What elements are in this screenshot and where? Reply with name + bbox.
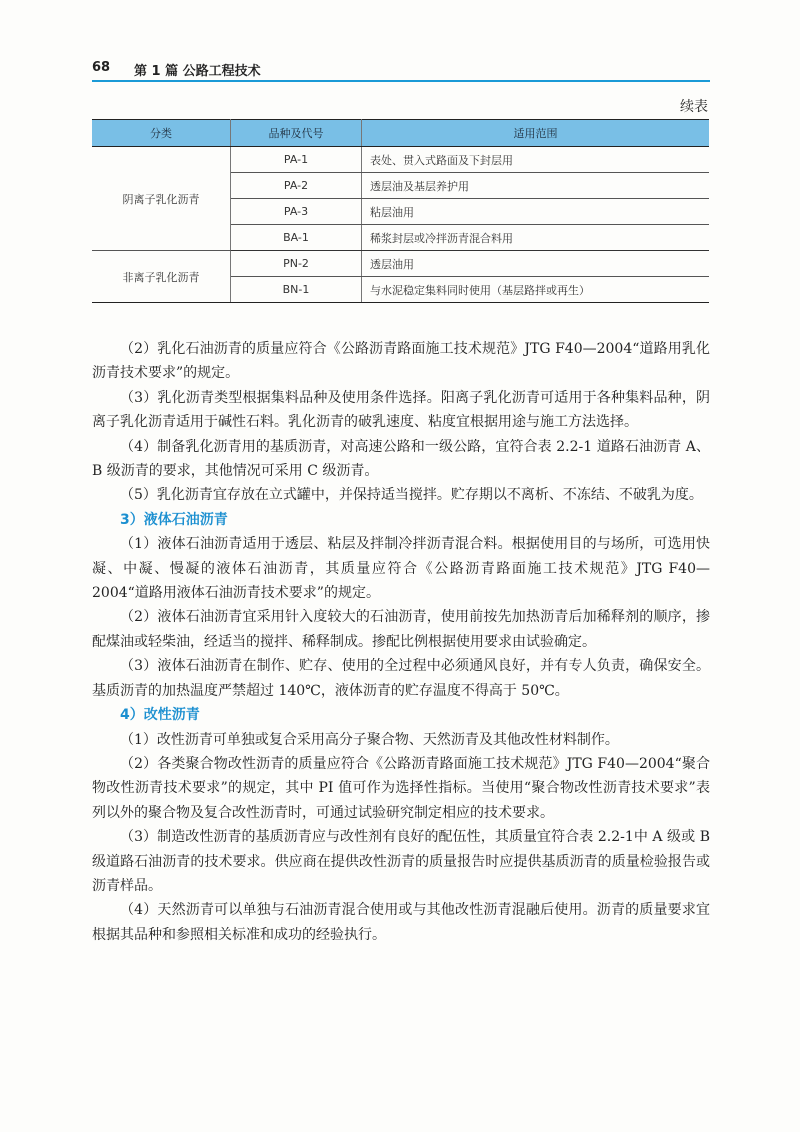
page-header	[92, 58, 710, 80]
section-heading-liquid-asphalt: 3）液体石油沥青	[120, 511, 228, 528]
code-cell: PN-2	[231, 251, 362, 277]
table-row	[92, 251, 709, 277]
page-number: 68	[92, 60, 111, 75]
category-cell: 阴离子乳化沥青	[92, 147, 231, 251]
code-cell: BA-1	[231, 225, 362, 251]
scope-cell: 透层油用	[362, 251, 710, 277]
section-heading-modified-asphalt: 4）改性沥青	[120, 707, 200, 724]
column-header-category: 分类	[92, 120, 231, 147]
paragraph: （4）制备乳化沥青用的基质沥青，对高速公路和一级公路，宜符合表 2.2-1 道路石油沥青 A、B 级沥青的要求，其他情况可采用 C 级沥青。	[92, 438, 710, 480]
table-header-row	[92, 120, 709, 147]
paragraph: （2）各类聚合物改性沥青的质量应符合《公路沥青路面施工技术规范》JTG F40—2004“聚合物改性沥青技术要求”的规定，其中 PI 值可作为选择性指标。当使用“聚合物改性沥青技术要求”表列以外的聚合物及复合改性沥青时，可通过试验研究制定相应的技术要求。	[92, 755, 710, 821]
category-cell: 非离子乳化沥青	[92, 251, 231, 303]
table-continued-label: 续表	[680, 99, 708, 115]
paragraph: （3）液体石油沥青在制作、贮存、使用的全过程中必须通风良好，并有专人负责，确保安全。基质沥青的加热温度严禁超过 140℃，液体沥青的贮存温度不得高于 50℃。	[92, 658, 710, 699]
paragraph: （1）液体石油沥青适用于透层、粘层及拌制冷拌沥青混合料。根据使用目的与场所，可选用快凝、中凝、慢凝的液体石油沥青，其质量应符合《公路沥青路面施工技术规范》JTG F40—2004“道路用液体石油沥青技术要求”的规定。	[92, 536, 710, 602]
scope-cell: 粘层油用	[362, 199, 710, 225]
paragraph: （2）乳化石油沥青的质量应符合《公路沥青路面施工技术规范》JTG F40—2004“道路用乳化沥青技术要求”的规定。	[92, 341, 710, 382]
column-header-scope: 适用范围	[362, 120, 710, 147]
code-cell: BN-1	[231, 277, 362, 303]
code-cell: PA-2	[231, 173, 362, 199]
header-rule	[92, 80, 710, 82]
column-header-code: 品种及代号	[231, 120, 362, 147]
scope-cell: 透层油及基层养护用	[362, 173, 710, 199]
paragraph: （1）改性沥青可单独或复合采用高分子聚合物、天然沥青及其他改性材料制作。	[120, 731, 619, 748]
paragraph: （3）制造改性沥青的基质沥青应与改性剂有良好的配伍性，其质量宜符合表 2.2-1中 A 级或 B 级道路石油沥青的技术要求。供应商在提供改性沥青的质量报告时应提供基质沥青的质量检验报告或沥青样品。	[92, 829, 710, 894]
scope-cell: 稀浆封层或冷拌沥青混合料用	[362, 225, 710, 251]
paragraph: （4）天然沥青可以单独与石油沥青混合使用或与其他改性沥青混融后使用。沥青的质量要求宜根据其品种和参照相关标准和成功的经验执行。	[92, 902, 710, 943]
code-cell: PA-3	[231, 199, 362, 225]
paragraph: （5）乳化沥青宜存放在立式罐中，并保持适当搅拌。贮存期以不离析、不冻结、不破乳为度。	[120, 487, 703, 504]
scope-cell: 表处、贯入式路面及下封层用	[362, 147, 710, 173]
paragraph: （3）乳化沥青类型根据集料品种及使用条件选择。阳离子乳化沥青可适用于各种集料品种，阴离子乳化沥青适用于碱性石料。乳化沥青的破乳速度、粘度宜根据用途与施工方法选择。	[92, 389, 710, 431]
paragraph: （2）液体石油沥青宜采用针入度较大的石油沥青，使用前按先加热沥青后加稀释剂的顺序，掺配煤油或轻柴油，经适当的搅拌、稀释制成。掺配比例根据使用要求由试验确定。	[92, 609, 710, 650]
scope-cell: 与水泥稳定集料同时使用（基层路拌或再生）	[362, 277, 710, 303]
table-row	[92, 147, 709, 173]
code-cell: PA-1	[231, 147, 362, 173]
body-text	[92, 337, 710, 947]
emulsified-asphalt-table	[92, 119, 709, 303]
chapter-title: 第 1 篇 公路工程技术	[134, 64, 261, 79]
